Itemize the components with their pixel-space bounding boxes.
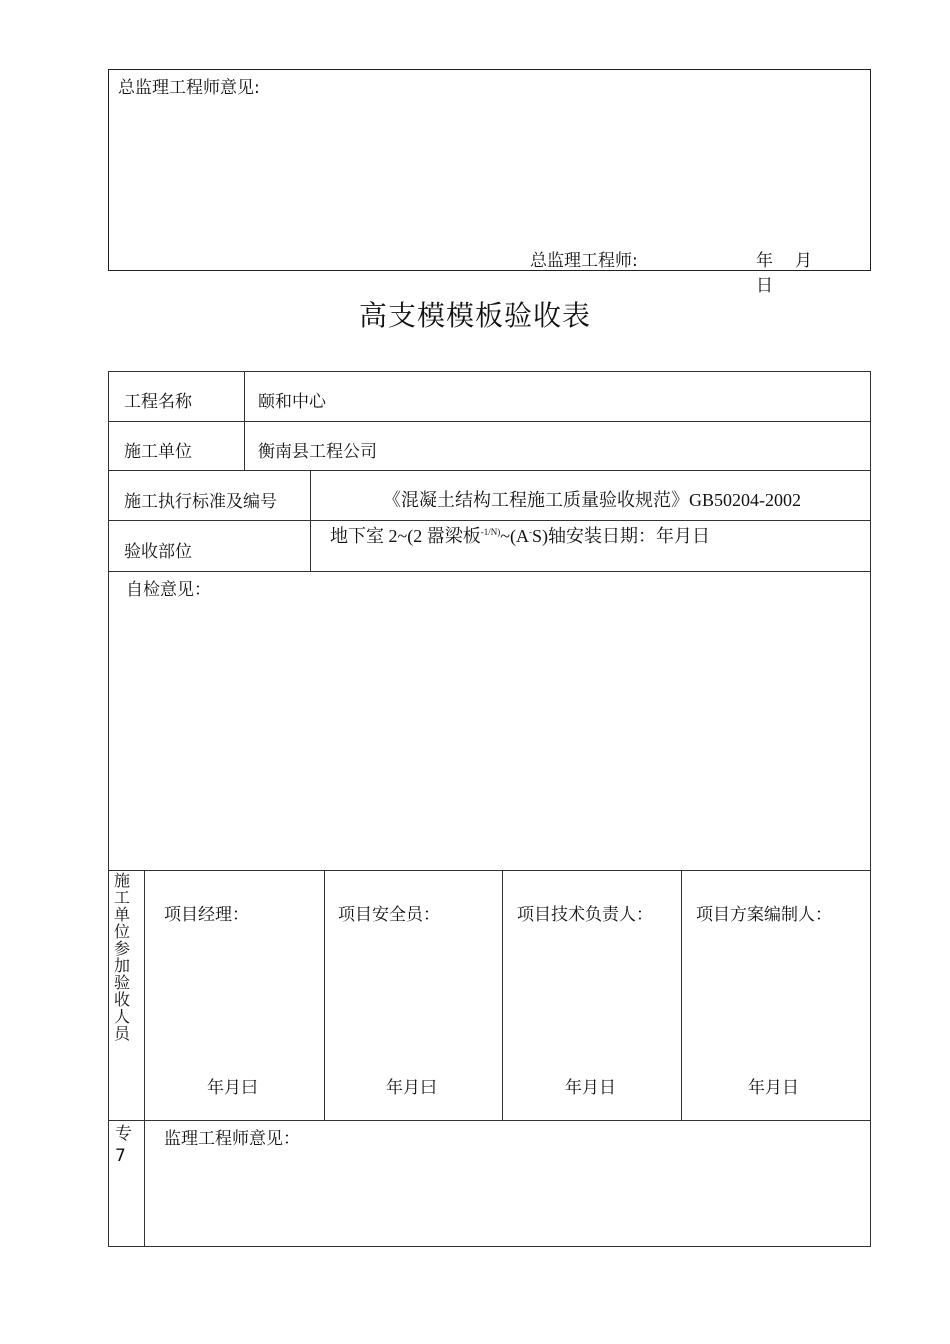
construction-unit-value: 衡南县工程公司 [258,442,377,462]
supervisor-opinion-label: 监理工程师意见： [164,1129,300,1149]
page-title: 高支模模板验收表 [358,299,591,332]
location-value: 地下室 2~(2 嚣梁板$^{-1/N)}$~(A-S)轴安装日期：年月日 [330,526,710,546]
participants-label: 施 工 单 位 参 加 验 收 人 员 [113,871,130,1043]
participant-role: 项目安全员： [338,905,440,925]
participant-role: 项目方案编制人： [696,905,832,925]
chief-supervisor-opinion-label: 总监理工程师意见: [118,78,260,98]
date-day: 日 [756,276,773,296]
chief-supervisor-box [108,69,871,296]
project-name-label: 工程名称 [124,392,192,412]
construction-unit-label: 施工单位 [124,442,192,462]
participant-date: 年月曰 [386,1078,437,1098]
chief-supervisor-signature-label: 总监理工程师: [530,251,638,271]
supervisor-side-label: 专 7 [115,1124,132,1166]
standard-value: 《混凝土结构工程施工质量验收规范》GB50204-2002 [383,490,801,510]
participant-date: 年月日 [748,1078,799,1098]
project-name-value: 颐和中心 [258,392,326,412]
chief-supervisor-date [756,246,870,296]
participant-role: 项目技术负责人： [517,905,653,925]
location-label: 验收部位 [124,542,192,562]
participant-date: 年月日 [565,1078,616,1098]
standard-label: 施工执行标准及编号 [124,492,277,512]
participant-date: 年月曰 [207,1078,258,1098]
participant-role: 项目经理： [164,905,249,925]
date-year: 年 [756,251,773,271]
self-check-label: 自检意见： [126,580,211,600]
date-month: 月 [795,251,812,271]
